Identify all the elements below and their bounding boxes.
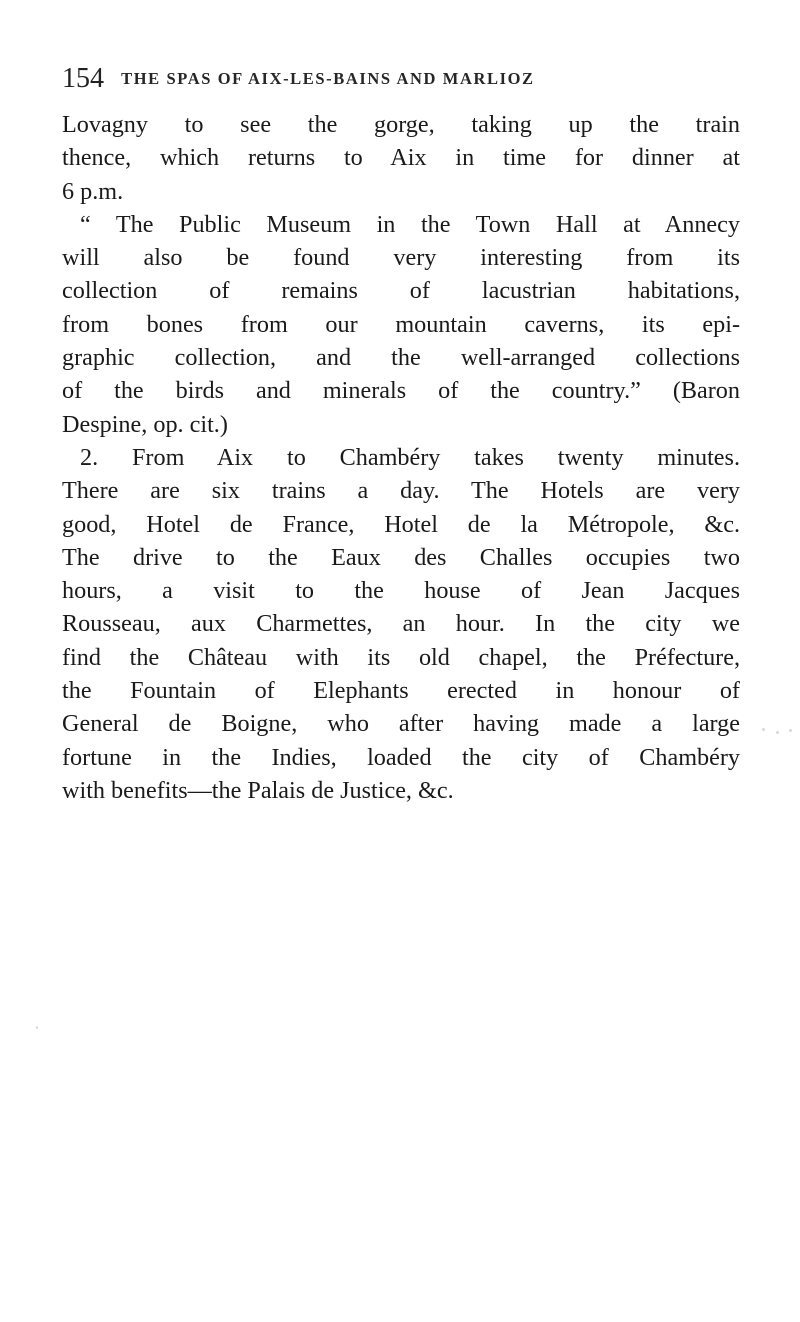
text-line: Lovagny to see the gorge, taking up the train [62,111,740,138]
text-line: General de Boigne, who after having made a large [62,710,740,738]
text-line: Rousseau, aux Charmettes, an hour. In the city we [62,610,740,638]
text-line: graphic collection, and the well-arranged collections [62,344,740,372]
paper-speck [36,1026,38,1029]
text-line: “ The Public Museum in the Town Hall at Annecy [80,210,740,238]
paper-speck [789,729,792,732]
text-line: the Fountain of Elephants erected in honour of [62,677,740,705]
text-line: thence, which returns to Aix in time for dinner at [62,144,740,172]
text-line: collection of remains of lacustrian habitations, [62,277,740,305]
text-line: of the birds and minerals of the country.” (Baron [62,377,740,405]
running-title: THE SPAS OF AIX-LES-BAINS AND MARLIOZ [121,69,535,88]
text-line: hours, a visit to the house of Jean Jacques [62,577,740,605]
text-line: The drive to the Eaux des Challes occupies two [62,543,740,571]
page-number: 154 [62,63,104,94]
text-line: fortune in the Indies, loaded the city of Chambéry [62,743,740,771]
text-line: 6 p.m. [62,177,124,205]
paper-speck [762,728,765,731]
text-line: good, Hotel de France, Hotel de la Métropole, &c. [62,510,740,538]
text-line: There are six trains a day. The Hotels are very [62,477,740,505]
body-text [62,108,740,807]
text-line: with benefits—the Palais de Justice, &c. [62,776,454,804]
text-line: 2. From Aix to Chambéry takes twenty minutes. [80,443,740,471]
text-line: Despine, op. cit.) [62,410,228,438]
text-line: find the Château with its old chapel, the Préfecture, [62,643,740,671]
text-line: will also be found very interesting from its [62,244,740,272]
running-head [62,64,762,94]
text-line: from bones from our mountain caverns, its epi- [62,310,740,338]
paper-speck [776,731,779,734]
